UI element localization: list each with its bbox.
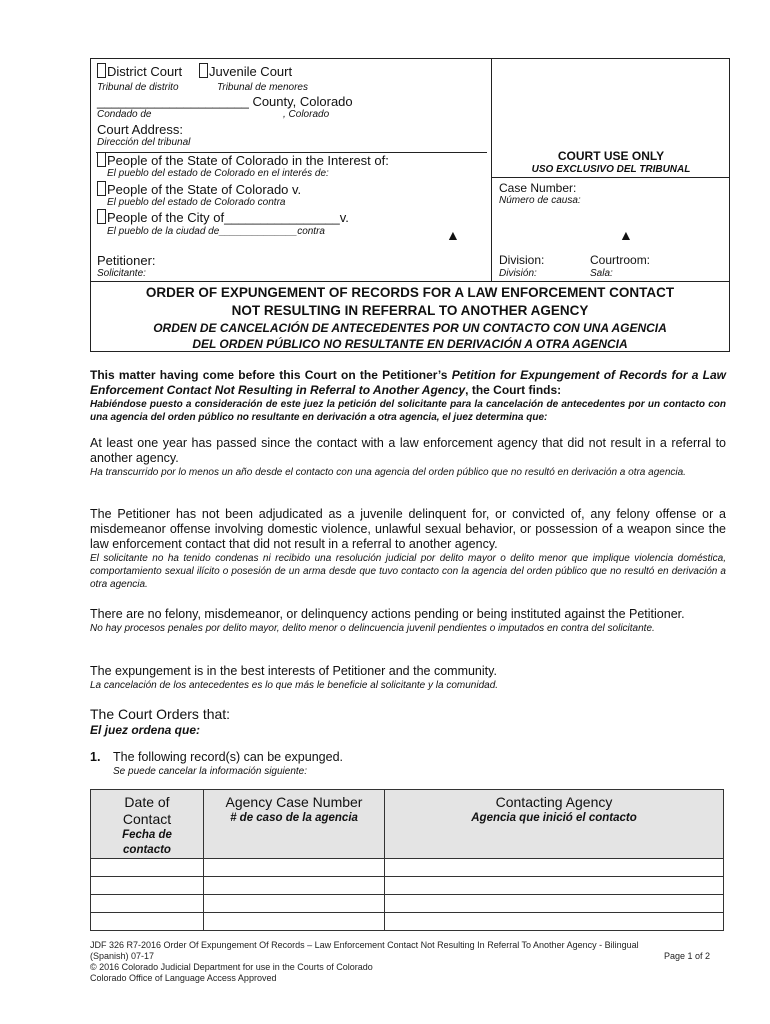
finding-3-en: There are no felony, misdemeanor, or delinquency actions pending or being instituted against the Petitioner. (90, 607, 685, 621)
juvenile-court-row (199, 63, 292, 79)
col-date-label-es: Fecha de contacto (122, 829, 172, 856)
people-city-row (97, 209, 349, 225)
people-city-es-contra: contra (297, 226, 325, 237)
petition-title: Petition for Expungement of Records for a Law Enforcement Contact Not Resulting in Referral to Another Agency (90, 368, 726, 397)
people-v-row (97, 181, 301, 197)
page-number: Page 1 of 2 (663, 951, 710, 961)
people-interest-row (97, 152, 389, 168)
people-interest-es: El pueblo del estado de Colorado en el interés de: (107, 168, 329, 179)
people-city-blank[interactable]: ________________ (224, 210, 340, 225)
footer-bilingual: - Bilingual (596, 940, 639, 950)
intro-en (90, 368, 726, 398)
title-line1: ORDER OF EXPUNGEMENT OF RECORDS FOR A LAW ENFORCEMENT CONTACT (145, 285, 675, 300)
finding-4-en: The expungement is in the best interests of Petitioner and the community. (90, 664, 497, 678)
court-address-label: Court Address: (97, 122, 183, 137)
finding-3 (90, 607, 726, 635)
finding-1 (90, 436, 726, 479)
people-city-es-blank: ______________ (219, 226, 298, 237)
juvenile-court-label: Juvenile Court (209, 64, 293, 79)
people-city-v: v. (339, 210, 349, 225)
col-agency-label-es: Agencia que inició el contacto (471, 812, 637, 824)
people-interest-label: People of the State of Colorado in the Interest of: (107, 153, 389, 168)
table-cell-case-number[interactable] (204, 913, 385, 931)
table-row (91, 859, 724, 877)
people-city-es: El pueblo de la ciudad de (107, 226, 220, 237)
division-label: Division: (499, 253, 545, 267)
col-date-of-contact (91, 790, 204, 859)
title-line2-es: DEL ORDEN PÚBLICO NO RESULTANTE EN DERIVACIÓN A OTRA AGENCIA (192, 337, 628, 351)
caption-divider-title (90, 281, 730, 282)
triangle-left-icon: ▲ (446, 227, 460, 243)
district-court-checkbox[interactable] (97, 63, 106, 78)
records-table (90, 789, 724, 931)
district-court-label: District Court (107, 64, 183, 79)
caption-border-right (729, 58, 730, 352)
caption-border-top (90, 58, 730, 59)
table-cell-date[interactable] (91, 859, 204, 877)
table-cell-case-number[interactable] (204, 895, 385, 913)
triangle-right-icon: ▲ (619, 227, 633, 243)
order-item-1-text: The following record(s) can be expunged. (113, 750, 343, 764)
finding-3-es: No hay procesos penales por delito mayor, delito menor o delincuencia juvenil pendientes o imputados en contra del solicitante. (90, 623, 655, 634)
court-address-label-es: Dirección del tribunal (97, 137, 191, 148)
finding-2-en: The Petitioner has not been adjudicated as a juvenile delinquent for, or convicted of, any felony offense or a misdemeanor offense involving domestic violence, unlawful sexual behavior, or possession of a weapon since the law enforcement contact that did not result in a referral to another agency. (90, 507, 726, 551)
col-case-label: Agency Case Number (225, 794, 363, 810)
footer-line2 (90, 951, 710, 962)
case-number-label: Case Number: (499, 181, 577, 195)
col-date-label: Date of Contact (122, 794, 172, 827)
finding-2 (90, 507, 726, 591)
table-header-row (91, 790, 724, 859)
table-row (91, 877, 724, 895)
table-cell-date[interactable] (91, 877, 204, 895)
title-line1-es: ORDEN DE CANCELACIÓN DE ANTECEDENTES POR UN CONTACTO CON UNA AGENCIA (153, 321, 667, 335)
orders-heading-es: El juez ordena que: (90, 723, 201, 737)
intro-part1: This matter having come before this Court on the Petitioner’s (90, 368, 452, 382)
people-city-es-row (107, 226, 325, 237)
petitioner-label: Petitioner: (97, 253, 156, 268)
finding-1-en: At least one year has passed since the contact with a law enforcement agency that did not result in a referral to another agency. (90, 436, 726, 465)
courtroom-label: Courtroom: (590, 253, 651, 267)
order-item-1-number: 1. (90, 750, 101, 764)
table-cell-case-number[interactable] (204, 877, 385, 895)
people-interest-checkbox[interactable] (97, 152, 106, 167)
footer-approved: Colorado Office of Language Access Approved (90, 973, 277, 983)
county-label: _____________________ County, Colorado (97, 94, 353, 109)
case-number-label-es: Número de causa: (499, 195, 581, 206)
footer-copyright: © 2016 Colorado Judicial Department for use in the Courts of Colorado (90, 962, 373, 972)
court-use-only: COURT USE ONLY (557, 149, 665, 163)
finding-1-es: Ha transcurrido por lo menos un año desde el contacto con una agencia del orden público que no resultó en derivación a otra agencia. (90, 467, 686, 478)
intro-paragraph (90, 368, 726, 424)
col-agency-case-number (204, 790, 385, 859)
people-v-checkbox[interactable] (97, 181, 106, 196)
courtroom-label-es: Sala: (590, 268, 613, 279)
orders-heading: The Court Orders that: (90, 706, 231, 722)
col-case-label-es: # de caso de la agencia (230, 812, 358, 824)
table-cell-date[interactable] (91, 895, 204, 913)
finding-4 (90, 664, 726, 692)
court-use-divider (491, 177, 730, 178)
juvenile-court-checkbox[interactable] (199, 63, 208, 78)
court-type-row (97, 63, 182, 79)
footer-line1 (90, 940, 710, 951)
order-item-1-es: Se puede cancelar la información siguiente: (113, 766, 308, 777)
col-contacting-agency (385, 790, 724, 859)
petitioner-label-es: Solicitante: (97, 268, 146, 279)
division-label-es: División: (499, 268, 537, 279)
finding-4-es: La cancelación de los antecedentes es lo que más le beneficie al solicitante y la comunidad. (90, 680, 499, 691)
intro-es: Habiéndose puesto a consideración de este juez la petición del solicitante para la cancelación de antecedentes por un contacto con una agencia del orden público no resultante en derivación a otra agencia, el juez determina que: (90, 399, 726, 423)
finding-2-es: El solicitante no ha tenido condenas ni recibido una resolución judicial por delito mayor o delito menor que implique violencia doméstica, comportamiento sexual ilícito o posesión de un arma desde que tuvo contacto con la agencia del orden público que no resultó en derivación a otra agencia. (90, 553, 726, 590)
county-label-es-colorado: , Colorado (283, 109, 330, 120)
title-line2: NOT RESULTING IN REFERRAL TO ANOTHER AGENCY (231, 303, 589, 318)
county-label-es: Condado de (97, 109, 152, 120)
people-city-checkbox[interactable] (97, 209, 106, 224)
intro-part2: , the Court finds: (465, 383, 562, 397)
district-court-es: Tribunal de distrito (97, 82, 179, 93)
table-cell-agency[interactable] (385, 859, 724, 877)
footer-form-id: JDF 326 R7-2016 Order Of Expungement Of Records – Law Enforcement Contact Not Resulting In Referral To Another Agency (90, 940, 597, 950)
table-row (91, 913, 724, 931)
table-cell-date[interactable] (91, 913, 204, 931)
table-cell-agency[interactable] (385, 895, 724, 913)
col-agency-label: Contacting Agency (495, 794, 613, 810)
people-v-es: El pueblo del estado de Colorado contra (107, 197, 286, 208)
title-es (91, 320, 729, 352)
table-row (91, 895, 724, 913)
table-cell-agency[interactable] (385, 877, 724, 895)
table-cell-agency[interactable] (385, 913, 724, 931)
table-cell-case-number[interactable] (204, 859, 385, 877)
title-en (91, 284, 729, 320)
juvenile-court-es: Tribunal de menores (217, 82, 308, 93)
court-use-only-es: USO EXCLUSIVO DEL TRIBUNAL (531, 164, 691, 175)
footer-spanish-date: (Spanish) 07-17 (90, 951, 155, 961)
people-v-label: People of the State of Colorado v. (107, 182, 302, 197)
people-city-label: People of the City of (107, 210, 225, 225)
